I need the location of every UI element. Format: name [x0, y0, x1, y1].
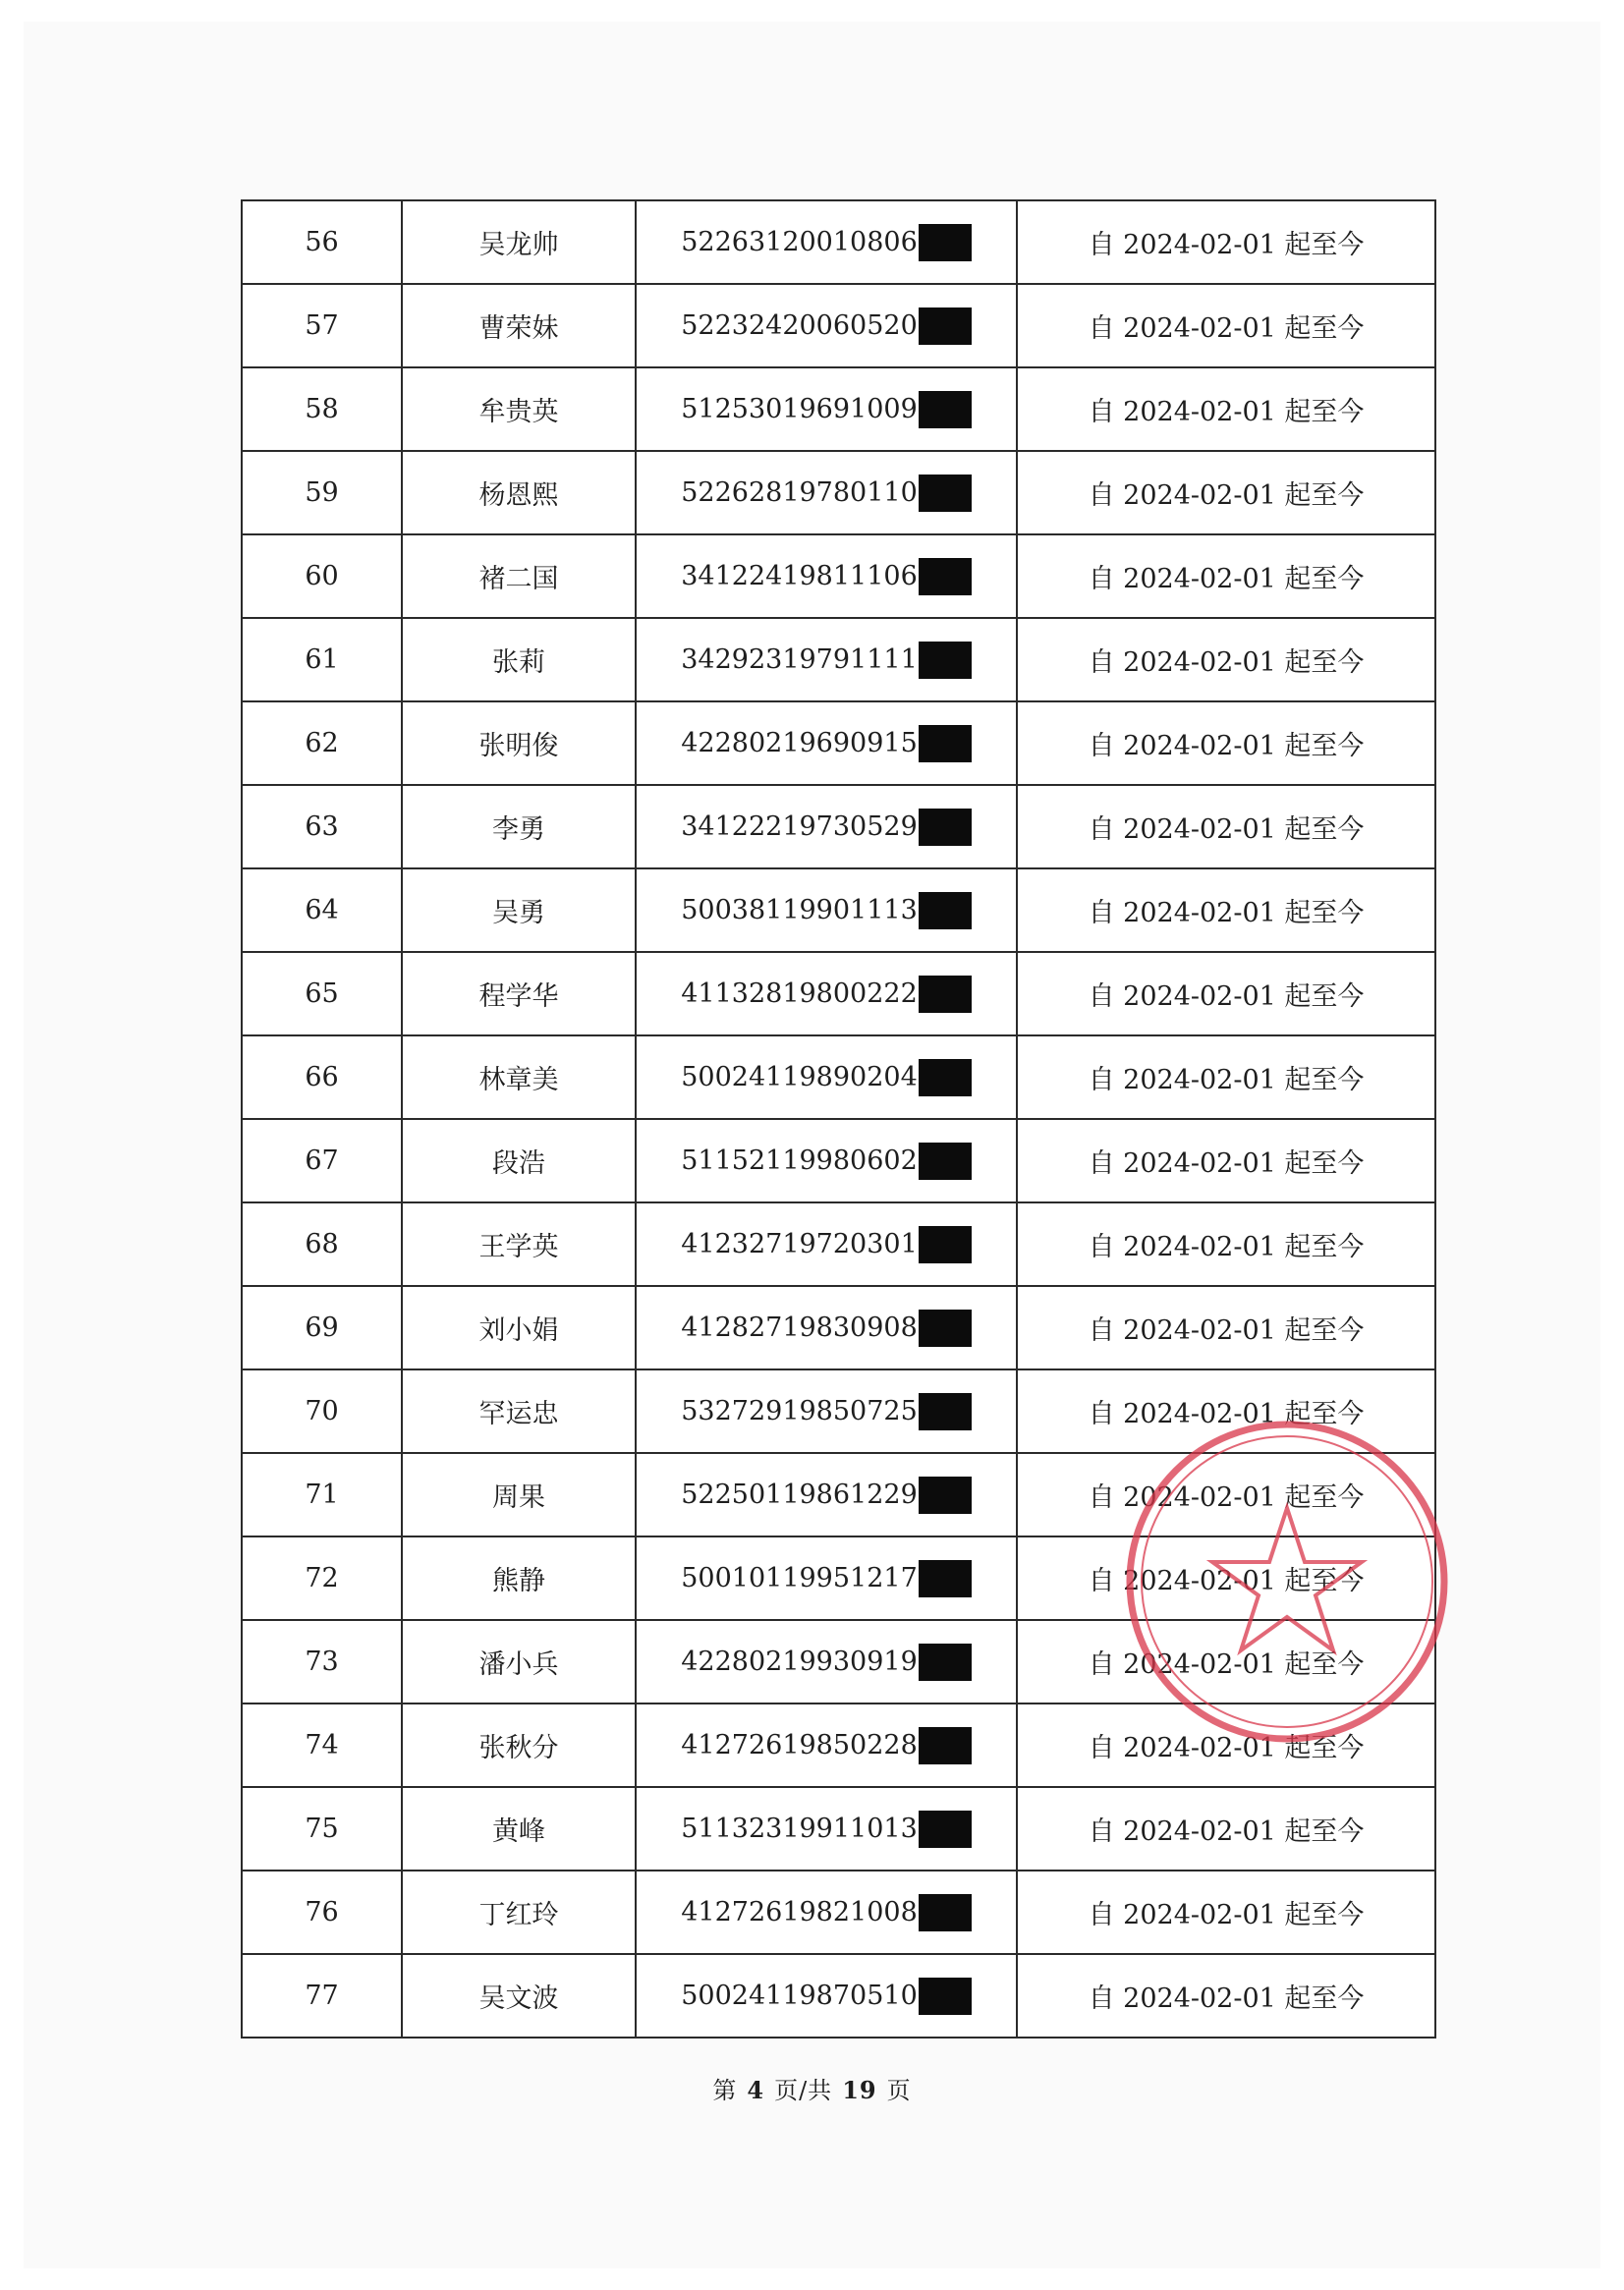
period-text: 自 2024-02-01 起至今 [1088, 1148, 1365, 1179]
id-number-wrap [681, 391, 972, 428]
name-cell [402, 1954, 636, 2038]
row-number-cell [242, 200, 402, 284]
row-number-cell [242, 701, 402, 785]
id-number-cell [636, 1202, 1017, 1286]
person-name: 罕运忠 [478, 1399, 559, 1429]
id-number-cell [636, 451, 1017, 534]
name-cell [402, 1035, 636, 1119]
period-cell [1017, 451, 1435, 534]
id-number-wrap [681, 642, 972, 679]
row-number: 61 [305, 644, 339, 675]
row-number-cell [242, 618, 402, 701]
period-cell [1017, 618, 1435, 701]
id-number-cell [636, 1119, 1017, 1202]
id-number-visible: 34292319791111 [681, 644, 918, 675]
id-number-wrap [681, 224, 972, 261]
person-name: 李勇 [492, 814, 545, 845]
period-cell [1017, 200, 1435, 284]
table-row [242, 451, 1435, 534]
period-cell [1017, 1453, 1435, 1536]
period-text: 自 2024-02-01 起至今 [1088, 1816, 1365, 1847]
period-text: 自 2024-02-01 起至今 [1088, 313, 1365, 344]
redaction-block [919, 892, 972, 929]
person-name: 丁红玲 [478, 1900, 559, 1930]
redaction-block [919, 1226, 972, 1263]
id-number-wrap [681, 1727, 972, 1764]
name-cell [402, 701, 636, 785]
table-row [242, 1119, 1435, 1202]
table-row [242, 1202, 1435, 1286]
period-text: 自 2024-02-01 起至今 [1088, 1315, 1365, 1346]
person-name: 吴勇 [492, 898, 545, 928]
row-number: 58 [305, 394, 339, 424]
id-number-cell [636, 1369, 1017, 1453]
name-cell [402, 1202, 636, 1286]
table-row [242, 1787, 1435, 1871]
redaction-block [919, 475, 972, 512]
row-number-cell [242, 1202, 402, 1286]
row-number: 63 [305, 811, 339, 842]
id-number-visible: 51152119980602 [681, 1145, 918, 1176]
period-cell [1017, 1119, 1435, 1202]
row-number: 64 [305, 895, 339, 925]
period-cell [1017, 1536, 1435, 1620]
id-number-cell [636, 701, 1017, 785]
redaction-block [919, 1644, 972, 1681]
name-cell [402, 952, 636, 1035]
id-number-wrap [681, 1477, 972, 1514]
table-row [242, 868, 1435, 952]
id-number-cell [636, 1453, 1017, 1536]
id-number-visible: 41282719830908 [681, 1313, 918, 1343]
row-number-cell [242, 1119, 402, 1202]
id-number-wrap [681, 892, 972, 929]
row-number: 59 [305, 477, 339, 508]
name-cell [402, 1453, 636, 1536]
period-text: 自 2024-02-01 起至今 [1088, 397, 1365, 427]
period-text: 自 2024-02-01 起至今 [1088, 480, 1365, 511]
name-cell [402, 451, 636, 534]
name-cell [402, 1119, 636, 1202]
row-number: 77 [305, 1981, 339, 2011]
id-number-wrap [681, 1978, 972, 2015]
period-text: 自 2024-02-01 起至今 [1088, 1399, 1365, 1429]
row-number-cell [242, 451, 402, 534]
person-name: 褚二国 [478, 564, 559, 594]
id-number-wrap [681, 1226, 972, 1263]
person-name: 张秋分 [478, 1733, 559, 1763]
period-cell [1017, 284, 1435, 367]
period-text: 自 2024-02-01 起至今 [1088, 731, 1365, 761]
table-row [242, 1620, 1435, 1704]
row-number-cell [242, 785, 402, 868]
id-number-cell [636, 1704, 1017, 1787]
id-number-wrap [681, 558, 972, 595]
id-number-wrap [681, 1644, 972, 1681]
redaction-block [919, 642, 972, 679]
redaction-block [919, 1560, 972, 1597]
period-text: 自 2024-02-01 起至今 [1088, 230, 1365, 260]
period-cell [1017, 1954, 1435, 2038]
page-footer [0, 2071, 1624, 2105]
id-number-cell [636, 284, 1017, 367]
roster-table-body [242, 200, 1435, 2038]
name-cell [402, 1286, 636, 1369]
id-number-cell [636, 868, 1017, 952]
id-number-cell [636, 1286, 1017, 1369]
total-page-count: 19 [842, 2076, 877, 2104]
id-number-wrap [681, 1310, 972, 1347]
period-cell [1017, 1620, 1435, 1704]
footer-middle: 页/共 [774, 2077, 833, 2104]
current-page-number: 4 [747, 2076, 765, 2104]
period-text: 自 2024-02-01 起至今 [1088, 898, 1365, 928]
table-row [242, 701, 1435, 785]
person-name: 林章美 [478, 1065, 559, 1095]
person-name: 吴龙帅 [478, 230, 559, 260]
row-number: 56 [305, 227, 339, 257]
name-cell [402, 367, 636, 451]
table-row [242, 200, 1435, 284]
period-text: 自 2024-02-01 起至今 [1088, 1733, 1365, 1763]
row-number: 76 [305, 1897, 339, 1927]
person-name: 吴文波 [478, 1983, 559, 2014]
id-number-wrap [681, 976, 972, 1013]
row-number: 75 [305, 1814, 339, 1844]
period-cell [1017, 367, 1435, 451]
id-number-cell [636, 1035, 1017, 1119]
redaction-block [919, 1059, 972, 1096]
id-number-visible: 41132819800222 [681, 978, 918, 1009]
id-number-wrap [681, 725, 972, 762]
period-text: 自 2024-02-01 起至今 [1088, 1649, 1365, 1680]
table-row [242, 1871, 1435, 1954]
redaction-block [919, 1894, 972, 1931]
table-row [242, 618, 1435, 701]
name-cell [402, 1787, 636, 1871]
period-cell [1017, 785, 1435, 868]
table-row [242, 1704, 1435, 1787]
person-name: 黄峰 [492, 1816, 545, 1847]
id-number-visible: 41232719720301 [681, 1229, 918, 1259]
period-text: 自 2024-02-01 起至今 [1088, 981, 1365, 1012]
table-row [242, 1954, 1435, 2038]
name-cell [402, 534, 636, 618]
period-cell [1017, 1704, 1435, 1787]
id-number-wrap [681, 1393, 972, 1430]
table-row [242, 367, 1435, 451]
row-number-cell [242, 1286, 402, 1369]
person-name: 周果 [492, 1482, 545, 1513]
id-number-cell [636, 785, 1017, 868]
person-name: 王学英 [478, 1232, 559, 1262]
period-text: 自 2024-02-01 起至今 [1088, 1900, 1365, 1930]
name-cell [402, 618, 636, 701]
redaction-block [919, 809, 972, 846]
name-cell [402, 1704, 636, 1787]
id-number-visible: 50024119890204 [681, 1062, 918, 1092]
name-cell [402, 284, 636, 367]
period-cell [1017, 952, 1435, 1035]
period-cell [1017, 868, 1435, 952]
id-number-visible: 52250119861229 [681, 1480, 918, 1510]
period-text: 自 2024-02-01 起至今 [1088, 1232, 1365, 1262]
id-number-visible: 51253019691009 [681, 394, 918, 424]
id-number-visible: 52262819780110 [681, 477, 918, 508]
redaction-block [919, 1143, 972, 1180]
id-number-cell [636, 200, 1017, 284]
row-number: 57 [305, 310, 339, 341]
row-number: 72 [305, 1563, 339, 1593]
period-text: 自 2024-02-01 起至今 [1088, 564, 1365, 594]
table-row [242, 952, 1435, 1035]
redaction-block [919, 725, 972, 762]
row-number-cell [242, 1704, 402, 1787]
period-cell [1017, 1369, 1435, 1453]
redaction-block [919, 976, 972, 1013]
table-row [242, 1286, 1435, 1369]
name-cell [402, 868, 636, 952]
id-number-visible: 41272619821008 [681, 1897, 918, 1927]
table-row [242, 1369, 1435, 1453]
id-number-visible: 34122419811106 [681, 561, 918, 591]
period-text: 自 2024-02-01 起至今 [1088, 647, 1365, 678]
row-number-cell [242, 1035, 402, 1119]
table-row [242, 1536, 1435, 1620]
id-number-visible: 52263120010806 [681, 227, 918, 257]
id-number-visible: 52232420060520 [681, 310, 918, 341]
row-number: 65 [305, 978, 339, 1009]
name-cell [402, 1536, 636, 1620]
id-number-cell [636, 534, 1017, 618]
person-name: 刘小娟 [478, 1315, 559, 1346]
id-number-wrap [681, 1560, 972, 1597]
id-number-cell [636, 1536, 1017, 1620]
roster-table [241, 199, 1436, 2039]
name-cell [402, 1369, 636, 1453]
row-number-cell [242, 1620, 402, 1704]
period-text: 自 2024-02-01 起至今 [1088, 1983, 1365, 2014]
period-text: 自 2024-02-01 起至今 [1088, 1482, 1365, 1513]
row-number-cell [242, 1871, 402, 1954]
table-row [242, 1035, 1435, 1119]
id-number-cell [636, 618, 1017, 701]
row-number-cell [242, 1954, 402, 2038]
row-number: 71 [305, 1480, 339, 1510]
period-cell [1017, 701, 1435, 785]
person-name: 潘小兵 [478, 1649, 559, 1680]
table-row [242, 1453, 1435, 1536]
row-number-cell [242, 868, 402, 952]
id-number-wrap [681, 307, 972, 345]
period-text: 自 2024-02-01 起至今 [1088, 814, 1365, 845]
id-number-cell [636, 1871, 1017, 1954]
row-number-cell [242, 367, 402, 451]
id-number-visible: 42280219690915 [681, 728, 918, 758]
id-number-cell [636, 367, 1017, 451]
row-number: 62 [305, 728, 339, 758]
id-number-wrap [681, 475, 972, 512]
redaction-block [919, 1393, 972, 1430]
redaction-block [919, 1727, 972, 1764]
person-name: 杨恩熙 [478, 480, 559, 511]
row-number: 60 [305, 561, 339, 591]
row-number: 74 [305, 1730, 339, 1760]
id-number-visible: 51132319911013 [681, 1814, 918, 1844]
row-number-cell [242, 1369, 402, 1453]
id-number-visible: 50038119901113 [681, 895, 918, 925]
period-cell [1017, 1202, 1435, 1286]
row-number: 68 [305, 1229, 339, 1259]
person-name: 牟贵英 [478, 397, 559, 427]
redaction-block [919, 1310, 972, 1347]
redaction-block [919, 1477, 972, 1514]
row-number: 66 [305, 1062, 339, 1092]
id-number-cell [636, 1954, 1017, 2038]
row-number-cell [242, 1787, 402, 1871]
table-row [242, 284, 1435, 367]
period-cell [1017, 1871, 1435, 1954]
period-cell [1017, 1286, 1435, 1369]
row-number: 70 [305, 1396, 339, 1426]
id-number-wrap [681, 1143, 972, 1180]
person-name: 张莉 [492, 647, 545, 678]
redaction-block [919, 558, 972, 595]
redaction-block [919, 1978, 972, 2015]
period-text: 自 2024-02-01 起至今 [1088, 1065, 1365, 1095]
id-number-visible: 42280219930919 [681, 1647, 918, 1677]
id-number-visible: 34122219730529 [681, 811, 918, 842]
id-number-wrap [681, 809, 972, 846]
person-name: 曹荣妹 [478, 313, 559, 344]
name-cell [402, 1871, 636, 1954]
table-row [242, 785, 1435, 868]
row-number: 69 [305, 1313, 339, 1343]
redaction-block [919, 1811, 972, 1848]
redaction-block [919, 307, 972, 345]
redaction-block [919, 391, 972, 428]
id-number-wrap [681, 1811, 972, 1848]
row-number-cell [242, 1453, 402, 1536]
name-cell [402, 200, 636, 284]
name-cell [402, 1620, 636, 1704]
footer-prefix: 第 [712, 2077, 738, 2104]
row-number-cell [242, 534, 402, 618]
id-number-visible: 50024119870510 [681, 1981, 918, 2011]
id-number-cell [636, 1787, 1017, 1871]
id-number-wrap [681, 1059, 972, 1096]
period-cell [1017, 1035, 1435, 1119]
person-name: 张明俊 [478, 731, 559, 761]
row-number-cell [242, 1536, 402, 1620]
row-number: 73 [305, 1647, 339, 1677]
id-number-visible: 53272919850725 [681, 1396, 918, 1426]
person-name: 程学华 [478, 981, 559, 1012]
name-cell [402, 785, 636, 868]
row-number-cell [242, 952, 402, 1035]
id-number-visible: 50010119951217 [681, 1563, 918, 1593]
id-number-wrap [681, 1894, 972, 1931]
period-cell [1017, 1787, 1435, 1871]
id-number-cell [636, 952, 1017, 1035]
person-name: 熊静 [492, 1566, 545, 1596]
id-number-cell [636, 1620, 1017, 1704]
person-name: 段浩 [492, 1148, 545, 1179]
row-number: 67 [305, 1145, 339, 1176]
redaction-block [919, 224, 972, 261]
period-cell [1017, 534, 1435, 618]
row-number-cell [242, 284, 402, 367]
id-number-visible: 41272619850228 [681, 1730, 918, 1760]
table-row [242, 534, 1435, 618]
period-text: 自 2024-02-01 起至今 [1088, 1566, 1365, 1596]
footer-suffix: 页 [886, 2077, 912, 2104]
